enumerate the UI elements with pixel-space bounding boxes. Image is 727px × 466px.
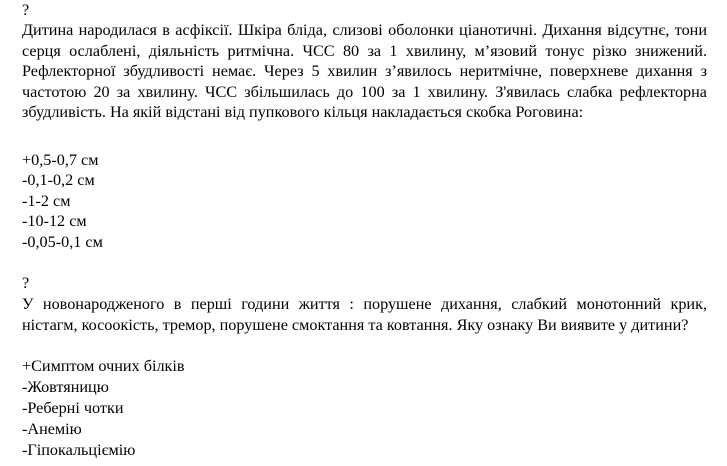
question-1-option-2: -0,1-0,2 см <box>22 171 95 189</box>
question-2-text: У новонародженого в перші години життя : порушене дихання, слабкий монотонний крик, ністагм, косоокість, тремор, порушене смоктання та ковтання. Яку ознаку Ви виявите у дитини? <box>22 295 707 334</box>
question-1-option-1: +0,5-0,7 см <box>22 151 99 169</box>
question-2-option-1: +Симптом очних білків <box>22 357 185 375</box>
question-1-option-3: -1-2 см <box>22 192 71 210</box>
question-2-option-3: -Реберні чотки <box>22 399 124 417</box>
question-2-option-4: -Анемію <box>22 420 82 438</box>
question-2-option-2: -Жовтяницю <box>22 378 109 396</box>
question-1-marker: ? <box>22 1 30 19</box>
question-1-text: Дитина народилася в асфіксії. Шкіра бліда, слизові оболонки ціанотичні. Дихання відсутнє, тони серця ослаблені, діяльність ритмічна. ЧСС 80 за 1 хвилину, м’язовий тонус різко знижений. Рефлекторної збудливості немає. Через 5 хвилин з’явилось неритмічне, поверхневе дихання з частотою 20 за хвилину. ЧСС збільшилась до 100 за 1 хвилину. З'явилась слабка рефлекторна збудливість. На якій відстані від пупкового кільця накладається скобка Роговина: <box>22 21 707 121</box>
question-2-option-5: -Гіпокальціємію <box>22 441 136 459</box>
question-1-option-5: -0,05-0,1 см <box>22 233 103 251</box>
question-2-marker: ? <box>22 274 30 292</box>
question-1-option-4: -10-12 см <box>22 212 87 230</box>
